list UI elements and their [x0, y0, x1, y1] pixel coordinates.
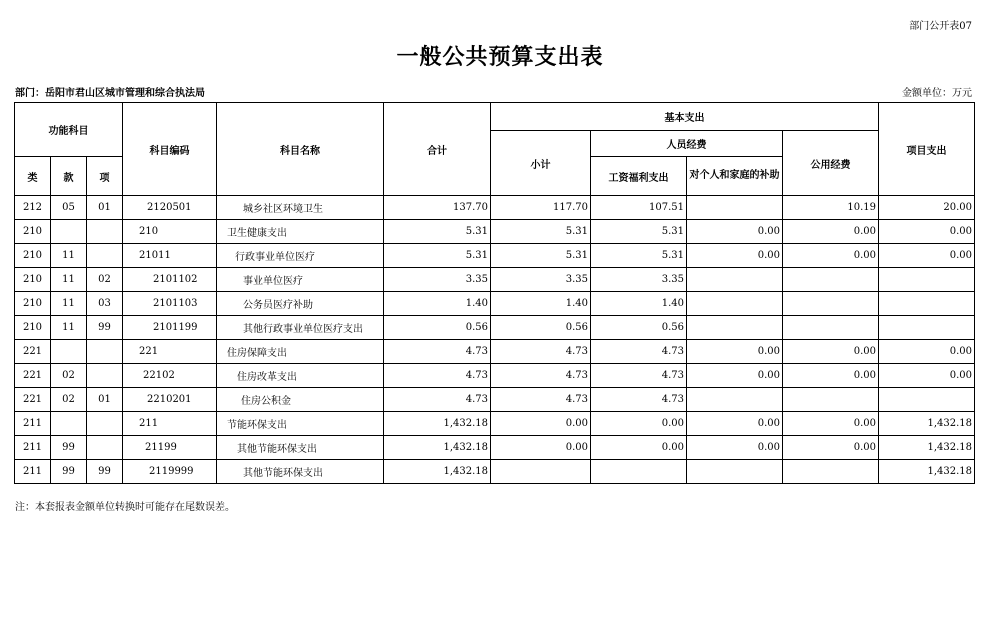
cell-name: 住房改革支出	[217, 364, 384, 388]
header-individual: 对个人和家庭的补助	[687, 157, 783, 196]
cell-xiang	[87, 436, 123, 460]
cell-lei: 221	[15, 364, 51, 388]
cell-wages: 107.51	[591, 196, 687, 220]
cell-public-funds	[783, 292, 879, 316]
header-lei: 类	[15, 157, 51, 196]
cell-kuan: 11	[51, 316, 87, 340]
header-subtotal: 小计	[491, 131, 591, 196]
cell-public-funds: 0.00	[783, 244, 879, 268]
table-row	[15, 244, 975, 268]
cell-wages	[591, 460, 687, 484]
cell-xiang	[87, 364, 123, 388]
cell-total: 3.35	[384, 268, 491, 292]
cell-lei: 221	[15, 388, 51, 412]
cell-subtotal: 4.73	[491, 388, 591, 412]
cell-individual: 0.00	[687, 364, 783, 388]
table-header	[15, 103, 975, 196]
cell-lei: 210	[15, 316, 51, 340]
cell-code: 221	[123, 340, 217, 364]
cell-code: 2101199	[123, 316, 217, 340]
cell-public-funds	[783, 460, 879, 484]
cell-wages: 0.00	[591, 412, 687, 436]
page-title: 一般公共预算支出表	[396, 44, 604, 70]
amount-unit-label: 金额单位：万元	[902, 88, 972, 99]
cell-subtotal: 5.31	[491, 244, 591, 268]
cell-project	[879, 268, 975, 292]
table-row	[15, 292, 975, 316]
cell-public-funds	[783, 388, 879, 412]
cell-lei: 212	[15, 196, 51, 220]
cell-xiang: 02	[87, 268, 123, 292]
cell-kuan: 02	[51, 388, 87, 412]
cell-wages: 0.00	[591, 436, 687, 460]
table-row	[15, 220, 975, 244]
cell-name: 节能环保支出	[217, 412, 384, 436]
department-label: 部门：岳阳市君山区城市管理和综合执法局	[15, 88, 205, 99]
cell-lei: 221	[15, 340, 51, 364]
cell-name: 住房保障支出	[217, 340, 384, 364]
cell-project: 1,432.18	[879, 436, 975, 460]
cell-kuan: 11	[51, 244, 87, 268]
table-row	[15, 268, 975, 292]
cell-code: 21011	[123, 244, 217, 268]
cell-project: 0.00	[879, 220, 975, 244]
cell-total: 5.31	[384, 244, 491, 268]
cell-xiang: 99	[87, 460, 123, 484]
cell-code: 2210201	[123, 388, 217, 412]
form-number: 部门公开表07	[909, 21, 972, 32]
cell-wages: 5.31	[591, 220, 687, 244]
cell-total: 1,432.18	[384, 436, 491, 460]
cell-subtotal: 0.56	[491, 316, 591, 340]
cell-name: 行政事业单位医疗	[217, 244, 384, 268]
table-row	[15, 436, 975, 460]
cell-individual: 0.00	[687, 244, 783, 268]
cell-kuan: 02	[51, 364, 87, 388]
cell-individual: 0.00	[687, 220, 783, 244]
header-personnel: 人员经费	[591, 131, 783, 157]
cell-wages: 5.31	[591, 244, 687, 268]
cell-name: 其他行政事业单位医疗支出	[217, 316, 384, 340]
cell-subtotal: 0.00	[491, 436, 591, 460]
cell-total: 1.40	[384, 292, 491, 316]
cell-kuan: 11	[51, 268, 87, 292]
cell-total: 5.31	[384, 220, 491, 244]
cell-name: 卫生健康支出	[217, 220, 384, 244]
header-kuan: 款	[51, 157, 87, 196]
cell-xiang	[87, 340, 123, 364]
header-basic: 基本支出	[491, 103, 879, 131]
budget-table	[14, 102, 975, 484]
cell-public-funds	[783, 316, 879, 340]
cell-wages: 1.40	[591, 292, 687, 316]
cell-project: 1,432.18	[879, 412, 975, 436]
cell-subtotal: 1.40	[491, 292, 591, 316]
table-row	[15, 364, 975, 388]
cell-code: 2101102	[123, 268, 217, 292]
cell-subtotal: 4.73	[491, 364, 591, 388]
cell-name: 公务员医疗补助	[217, 292, 384, 316]
table-body	[15, 196, 975, 484]
cell-project	[879, 388, 975, 412]
cell-subtotal: 3.35	[491, 268, 591, 292]
cell-kuan	[51, 340, 87, 364]
cell-total: 4.73	[384, 340, 491, 364]
cell-wages: 4.73	[591, 364, 687, 388]
header-project: 项目支出	[879, 103, 975, 196]
cell-xiang: 99	[87, 316, 123, 340]
cell-lei: 210	[15, 244, 51, 268]
cell-individual: 0.00	[687, 412, 783, 436]
cell-xiang	[87, 412, 123, 436]
cell-individual	[687, 316, 783, 340]
cell-name: 其他节能环保支出	[217, 460, 384, 484]
cell-subtotal: 4.73	[491, 340, 591, 364]
cell-wages: 0.56	[591, 316, 687, 340]
cell-lei: 210	[15, 292, 51, 316]
cell-project: 0.00	[879, 364, 975, 388]
cell-kuan	[51, 220, 87, 244]
cell-project	[879, 316, 975, 340]
cell-wages: 3.35	[591, 268, 687, 292]
cell-name: 住房公积金	[217, 388, 384, 412]
cell-individual	[687, 460, 783, 484]
cell-kuan: 99	[51, 460, 87, 484]
cell-subtotal	[491, 460, 591, 484]
table-row	[15, 316, 975, 340]
cell-project: 0.00	[879, 340, 975, 364]
cell-name: 其他节能环保支出	[217, 436, 384, 460]
header-func-subject: 功能科目	[15, 103, 123, 157]
cell-total: 1,432.18	[384, 412, 491, 436]
cell-kuan: 11	[51, 292, 87, 316]
cell-subtotal: 0.00	[491, 412, 591, 436]
footnote: 注：本套报表金额单位转换时可能存在尾数误差。	[15, 502, 235, 513]
cell-name: 城乡社区环境卫生	[217, 196, 384, 220]
cell-public-funds: 0.00	[783, 436, 879, 460]
cell-individual: 0.00	[687, 340, 783, 364]
cell-individual	[687, 196, 783, 220]
cell-code: 2119999	[123, 460, 217, 484]
header-wages: 工资福利支出	[591, 157, 687, 196]
cell-xiang: 01	[87, 196, 123, 220]
header-public-funds: 公用经费	[783, 131, 879, 196]
cell-individual	[687, 292, 783, 316]
cell-total: 1,432.18	[384, 460, 491, 484]
cell-lei: 211	[15, 460, 51, 484]
cell-total: 4.73	[384, 364, 491, 388]
cell-wages: 4.73	[591, 340, 687, 364]
cell-individual	[687, 268, 783, 292]
cell-lei: 211	[15, 436, 51, 460]
cell-total: 4.73	[384, 388, 491, 412]
header-name: 科目名称	[217, 103, 384, 196]
cell-lei: 210	[15, 268, 51, 292]
cell-project: 0.00	[879, 244, 975, 268]
cell-project	[879, 292, 975, 316]
cell-name: 事业单位医疗	[217, 268, 384, 292]
cell-public-funds: 0.00	[783, 220, 879, 244]
cell-individual: 0.00	[687, 436, 783, 460]
header-xiang: 项	[87, 157, 123, 196]
cell-kuan: 05	[51, 196, 87, 220]
cell-xiang	[87, 220, 123, 244]
cell-project: 20.00	[879, 196, 975, 220]
cell-code: 2120501	[123, 196, 217, 220]
cell-code: 211	[123, 412, 217, 436]
cell-project: 1,432.18	[879, 460, 975, 484]
cell-total: 0.56	[384, 316, 491, 340]
cell-lei: 211	[15, 412, 51, 436]
cell-xiang: 03	[87, 292, 123, 316]
cell-code: 2101103	[123, 292, 217, 316]
table-row	[15, 412, 975, 436]
table-row	[15, 196, 975, 220]
cell-public-funds: 0.00	[783, 412, 879, 436]
cell-public-funds	[783, 268, 879, 292]
cell-total: 137.70	[384, 196, 491, 220]
header-total: 合计	[384, 103, 491, 196]
header-code: 科目编码	[123, 103, 217, 196]
cell-xiang: 01	[87, 388, 123, 412]
cell-subtotal: 5.31	[491, 220, 591, 244]
table-row	[15, 460, 975, 484]
cell-individual	[687, 388, 783, 412]
cell-kuan	[51, 412, 87, 436]
table-row	[15, 388, 975, 412]
cell-subtotal: 117.70	[491, 196, 591, 220]
cell-code: 210	[123, 220, 217, 244]
table-row	[15, 340, 975, 364]
cell-code: 22102	[123, 364, 217, 388]
cell-kuan: 99	[51, 436, 87, 460]
cell-xiang	[87, 244, 123, 268]
cell-public-funds: 0.00	[783, 364, 879, 388]
cell-public-funds: 0.00	[783, 340, 879, 364]
cell-lei: 210	[15, 220, 51, 244]
cell-code: 21199	[123, 436, 217, 460]
cell-wages: 4.73	[591, 388, 687, 412]
cell-public-funds: 10.19	[783, 196, 879, 220]
